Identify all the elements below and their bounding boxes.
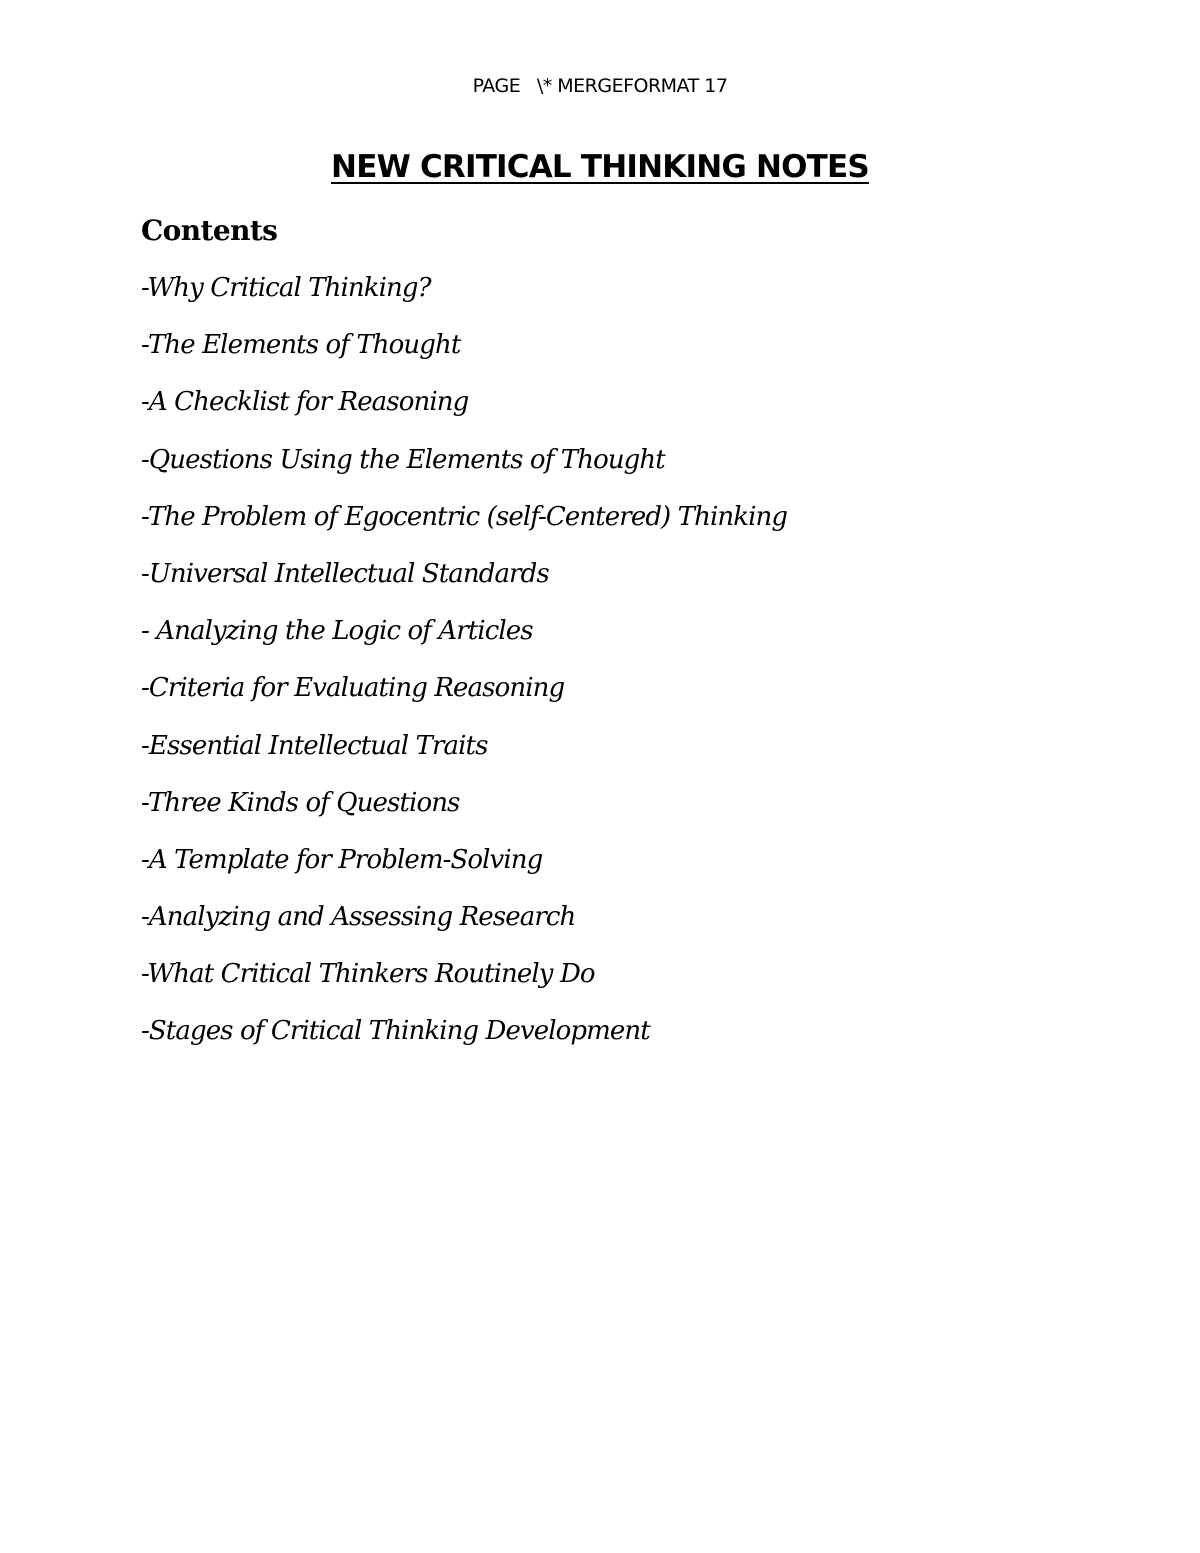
contents-item: -Three Kinds of Questions xyxy=(141,787,460,818)
contents-item: -The Elements of Thought xyxy=(141,330,461,361)
contents-item: -Criteria for Evaluating Reasoning xyxy=(141,673,565,704)
page-number-field: PAGE \* MERGEFORMAT 17 xyxy=(472,75,728,97)
contents-item: -Stages of Critical Thinking Development xyxy=(141,1016,650,1047)
contents-item: - Analyzing the Logic of Articles xyxy=(141,616,533,647)
contents-item: -Essential Intellectual Traits xyxy=(141,730,488,761)
contents-item: -A Template for Problem-Solving xyxy=(141,844,543,875)
contents-item: -What Critical Thinkers Routinely Do xyxy=(141,959,595,990)
contents-list xyxy=(141,268,787,1069)
page-title-text: NEW CRITICAL THINKING NOTES xyxy=(331,149,869,185)
contents-item: -Questions Using the Elements of Thought xyxy=(141,444,665,475)
contents-heading: Contents xyxy=(141,214,278,247)
contents-item: -Universal Intellectual Standards xyxy=(141,558,549,589)
contents-item: -Analyzing and Assessing Research xyxy=(141,902,576,933)
contents-item: -A Checklist for Reasoning xyxy=(141,387,469,418)
page-title xyxy=(0,145,1200,189)
contents-item: -Why Critical Thinking? xyxy=(141,273,431,303)
contents-item: -The Problem of Egocentric (self-Centered) Thinking xyxy=(141,501,788,532)
